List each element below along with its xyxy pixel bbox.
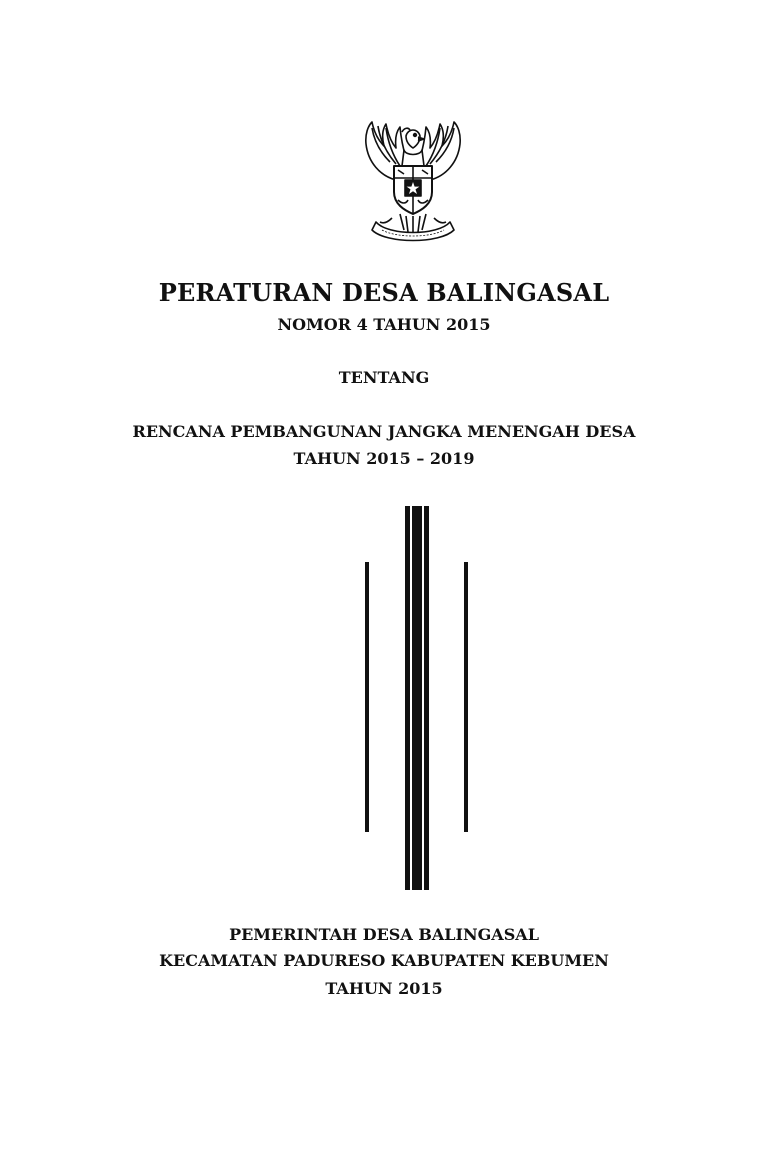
about-heading: TENTANG xyxy=(338,368,430,387)
garuda-emblem-icon xyxy=(358,118,468,246)
issuer-line-1: PEMERINTAH DESA BALINGASAL xyxy=(229,925,539,944)
issuer-line-2: KECAMATAN PADURESO KABUPATEN KEBUMEN xyxy=(159,951,609,970)
subject-line-1: RENCANA PEMBANGUNAN JANGKA MENENGAH DESA xyxy=(132,422,636,441)
center-bar-gap-right xyxy=(422,506,424,890)
center-bar-gap-left xyxy=(410,506,412,890)
regulation-number: NOMOR 4 TAHUN 2015 xyxy=(277,315,491,334)
left-bar xyxy=(365,562,369,832)
issuer-line-3: TAHUN 2015 xyxy=(325,979,443,998)
center-bar-outer xyxy=(405,506,429,890)
regulation-title: PERATURAN DESA BALINGASAL xyxy=(158,278,610,307)
right-bar xyxy=(464,562,468,832)
subject-line-2: TAHUN 2015 – 2019 xyxy=(293,449,475,468)
